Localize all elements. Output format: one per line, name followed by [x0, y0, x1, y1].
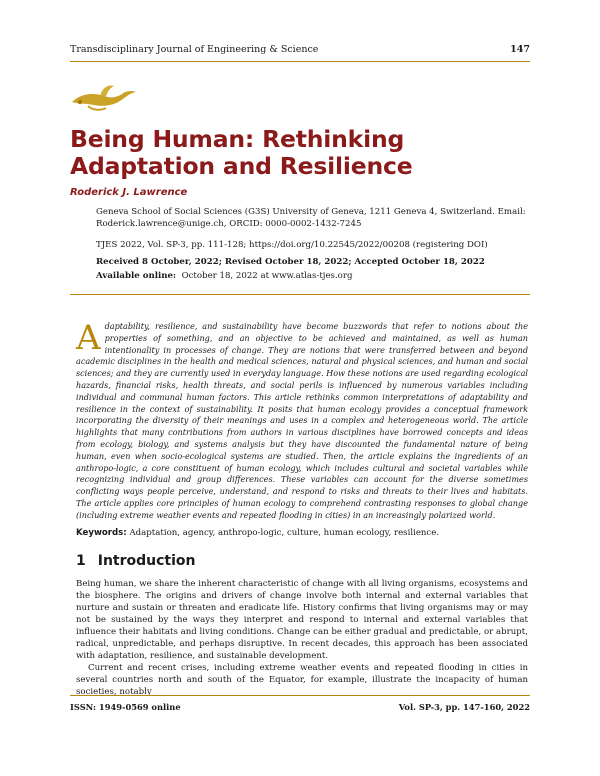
journal-name: Transdisciplinary Journal of Engineering & Science [70, 44, 319, 55]
abstract-drop-cap: A [76, 318, 101, 358]
page-number: 147 [510, 44, 530, 55]
metadata-divider [70, 294, 530, 295]
author-affiliation: Geneva School of Social Sciences (G3S) University of Geneva, 1211 Geneva 4, Switzerland. Email: Roderick.lawrence@unige.ch, ORCID: 0000-0002-1432-7245 [96, 207, 526, 229]
body-paragraph: Being human, we share the inherent characteristic of change with all living organisms, ecosystems and the biosphere. The origins and drivers of change involve both internal and external variables that nurture and sustain or threaten and eradicate life. History confirms that living organisms may or may not be sustained by the ways they interpret and respond to internal and external variables that influence their habitats and living conditions. Change can be either gradual and predictable, or abrupt, radical, unpredictable, and perhaps disruptive. In recent decades, this approach has been associated with adaptation, resilience, and sustainable development. [76, 579, 528, 661]
footer-issn: ISSN: 1949-0569 online [70, 702, 181, 712]
author-name: Roderick J. Lawrence [70, 187, 188, 198]
keywords-label: Keywords: [76, 528, 127, 538]
available-online [96, 270, 536, 282]
abstract-text: daptability, resilience, and sustainability have become buzzwords that refer to notions about the properties of something, and an objective to be achieved and maintained, as well as human intentionality in processes of change. They are notions that were transferred between and beyond academic disciplines in the health and medical sciences, natural and physical sciences, and human and social sciences; and they are currently used in everyday language. How these notions are used regarding ecological hazards, financial risks, health threats, and social perils is influenced by numerous variables including individual and communal human factors. This article rethinks common interpretations of adaptability and resilience in the context of sustainability. It posits that human ecology provides a conceptual framework incorporating the diversity of their meanings and uses in a complex and heterogeneous world. The article highlights that many contributions from authors in various disciplines have borrowed concepts and ideas from ecology, biology, and systems analysis but they have discounted the fundamental nature of being human, even when socio-ecological systems are studied. Then, the article explains the ingredients of an anthropo-logic, a core constituent of human ecology, which includes cultural and societal variables while recognizing individual and group differences. These variables can account for the diverse sometimes conflicting ways people perceive, understand, and respond to risks and threats to their lives and habitats. The article applies core principles of human ecology to comprehend contrasting responses to global change (including extreme weather events and repeated flooding in cities) in an increasingly polarized world. [76, 321, 528, 520]
footer-volume: Vol. SP-3, pp. 147-160, 2022 [398, 702, 530, 712]
header-divider [70, 61, 530, 62]
article-title: Being Human: Rethinking Adaptation and Resilience [70, 125, 413, 180]
available-online-value: October 18, 2022 at www.atlas-tjes.org [181, 271, 353, 281]
keywords-value: Adaptation, agency, anthropo-logic, culture, human ecology, resilience. [129, 528, 440, 538]
citation-line: TJES 2022, Vol. SP-3, pp. 111-128; https://doi.org/10.22545/2022/00208 (registering DOI) [96, 240, 488, 250]
submission-dates: Received 8 October, 2022; Revised October 18, 2022; Accepted October 18, 2022 [96, 257, 485, 267]
golden-lamp-logo-icon [70, 80, 140, 114]
keywords [76, 528, 528, 538]
footer-divider [70, 695, 530, 696]
body-text [76, 578, 528, 698]
abstract [76, 318, 528, 522]
body-paragraph: Current and recent crises, including extreme weather events and repeated flooding in cities in several countries north and south of the Equator, for example, illustrate the incapacity of human societies, notably [76, 663, 528, 697]
section-title: Introduction [97, 553, 196, 569]
available-online-label: Available online: [96, 271, 177, 281]
section-heading [76, 553, 196, 569]
section-number: 1 [76, 553, 86, 569]
